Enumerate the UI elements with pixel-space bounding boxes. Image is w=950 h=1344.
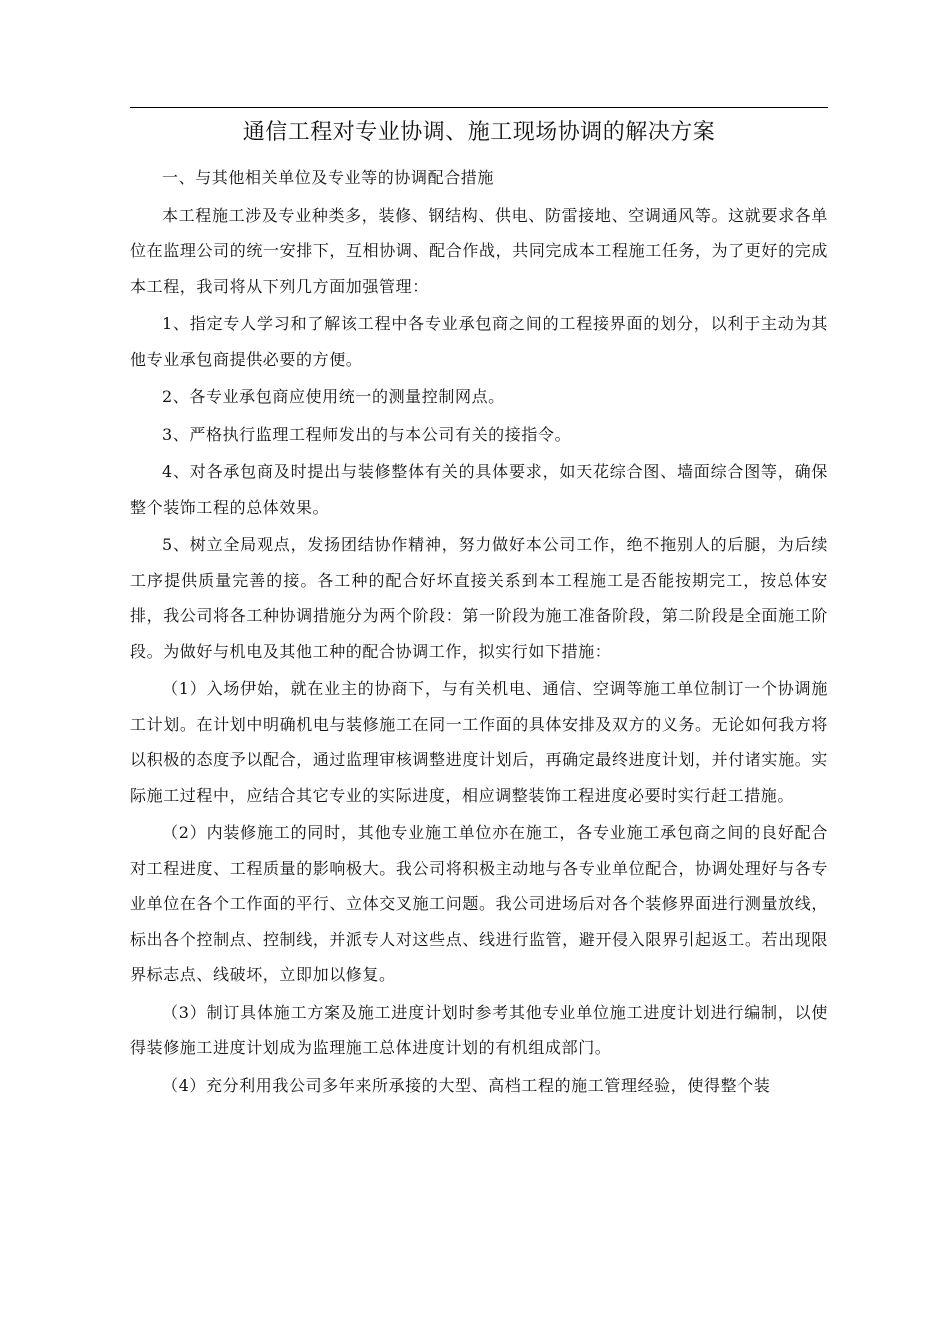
paragraph-measure-2: （2）内装修施工的同时，其他专业施工单位亦在施工，各专业施工承包商之间的良好配合对工程进度、工程质量的影响极大。我公司将积极主动地与各专业单位配合，协调处理好与各专业单位在各个工作面的平行、立体交叉施工问题。我公司进场后对各个装修界面进行测量放线，标出各个控制点、控制线，并派专人对这些点、线进行监管，避开侵入限界引起返工。若出现限界标志点、线破坏，立即加以修复。 [130,823,828,984]
document-page [130,107,828,1103]
paragraph-measure-4: （4）充分利用我公司多年来所承接的大型、高档工程的施工管理经验，使得整个装 [162,1075,771,1095]
paragraph-item-1: 1、指定专人学习和了解该工程中各专业承包商之间的工程接界面的划分，以利于主动为其他专业承包商提供必要的方便。 [130,314,828,369]
paragraph-item-2: 2、各专业承包商应使用统一的测量控制网点。 [162,387,505,406]
document-title: 通信工程对专业协调、施工现场协调的解决方案 [242,120,716,145]
paragraph-intro: 本工程施工涉及专业种类多，装修、钢结构、供电、防雷接地、空调通风等。这就要求各单位在监理公司的统一安排下，互相协调、配合作战，共同完成本工程施工任务，为了更好的完成本工程，我司将从下列几方面加强管理： [130,205,828,296]
paragraph-item-3: 3、严格执行监理工程师发出的与本公司有关的接指令。 [162,424,572,444]
paragraph-item-5: 5、树立全局观点，发扬团结协作精神，努力做好本公司工作，绝不拖别人的后腿，为后续工序提供质量完善的接。各工种的配合好坏直接关系到本工程施工是否能按期完工，按总体安排，我公司将各工种协调措施分为两个阶段：第一阶段为施工准备阶段，第二阶段是全面施工阶段。为做好与机电及其他工种的配合协调工作，拟实行如下措施： [130,535,828,661]
paragraph-measure-3: （3）制订具体施工方案及施工进度计划时参考其他专业单位施工进度计划进行编制，以使得装修施工进度计划成为监理施工总体进度计划的有机组成部门。 [130,1002,828,1057]
section-heading: 一、与其他相关单位及专业等的协调配合措施 [162,168,495,187]
paragraph-item-4: 4、对各承包商及时提出与装修整体有关的具体要求，如天花综合图、墙面综合图等，确保整个装饰工程的总体效果。 [130,462,828,517]
header-rule [130,107,828,108]
paragraph-measure-1: （1）入场伊始，就在业主的协商下，与有关机电、通信、空调等施工单位制订一个协调施工计划。在计划中明确机电与装修施工在同一工作面的具体安排及双方的义务。无论如何我方将以积极的态度予以配合，通过监理审核调整进度计划后，再确定最终进度计划，并付诸实施。实际施工过程中，应结合其它专业的实际进度，相应调整装饰工程进度必要时实行赶工措施。 [130,679,828,805]
